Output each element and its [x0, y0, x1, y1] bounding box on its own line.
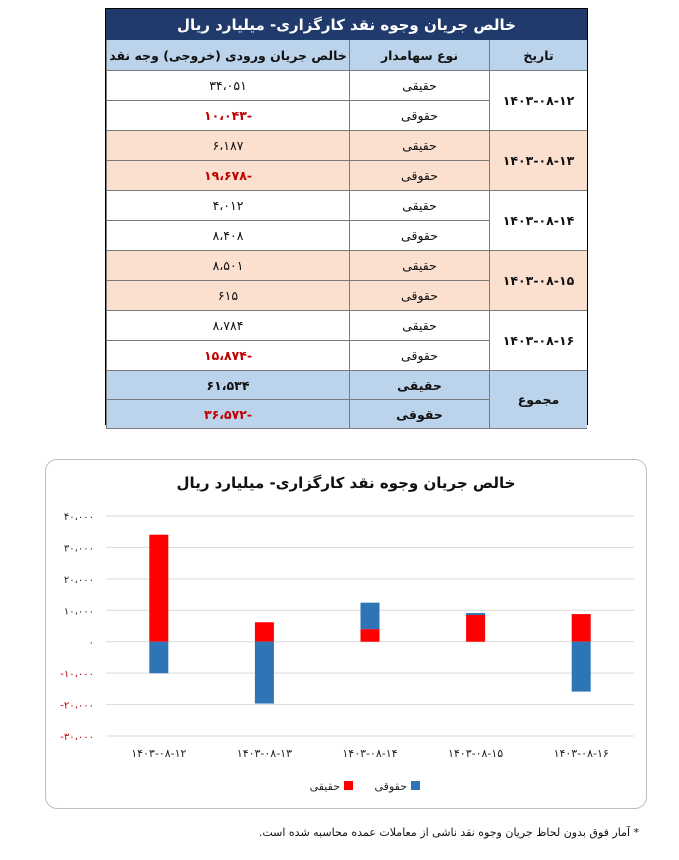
- bar-haghighi: [466, 615, 485, 642]
- flow-value: ۴،۰۱۲: [106, 191, 349, 221]
- total-value: -۳۶،۵۷۲: [106, 400, 349, 429]
- bar-chart: [46, 460, 646, 808]
- cash-flow-table: [105, 8, 588, 425]
- x-tick-label: ۱۴۰۳-۰۸-۱۵: [447, 747, 504, 760]
- bar-haghighi: [361, 629, 380, 642]
- flow-value: ۶۱۵: [106, 281, 349, 311]
- flow-value: ۸،۷۸۴: [106, 311, 349, 341]
- date-cell: ۱۴۰۳-۰۸-۱۲: [489, 71, 587, 131]
- y-tick-label: -۳۰،۰۰۰: [60, 732, 94, 743]
- table-title: خالص جریان وجوه نقد کارگزاری- میلیارد ریال: [106, 9, 587, 40]
- bar-hoghooghi: [572, 642, 591, 692]
- type-cell: حقیقی: [349, 191, 489, 221]
- bar-haghighi: [255, 622, 274, 641]
- date-cell: ۱۴۰۳-۰۸-۱۴: [489, 191, 587, 251]
- total-value: ۶۱،۵۳۴: [106, 371, 349, 400]
- date-cell: ۱۴۰۳-۰۸-۱۶: [489, 311, 587, 371]
- total-label: مجموع: [489, 371, 587, 429]
- type-cell: حقوقی: [349, 221, 489, 251]
- bar-hoghooghi: [361, 603, 380, 629]
- x-tick-label: ۱۴۰۳-۰۸-۱۴: [342, 747, 398, 760]
- legend-label: حقیقی: [309, 780, 340, 793]
- header-flow: خالص جریان ورودی (خروجی) وجه نقد: [106, 40, 349, 71]
- type-cell: حقوقی: [349, 281, 489, 311]
- legend-label: حقوقی: [374, 780, 407, 793]
- type-cell: حقوقی: [349, 161, 489, 191]
- y-tick-label: ۰: [88, 637, 94, 649]
- y-tick-label: ۴۰،۰۰۰: [63, 512, 94, 523]
- bar-haghighi: [572, 614, 591, 642]
- flow-value: -۱۵،۸۷۴: [106, 341, 349, 371]
- y-tick-label: -۱۰،۰۰۰: [60, 669, 94, 681]
- chart-title: خالص جریان وجوه نقد کارگزاری- میلیارد ریال: [176, 474, 516, 492]
- flow-value: -۱۰،۰۴۳: [106, 101, 349, 131]
- header-type: نوع سهامدار: [349, 40, 489, 71]
- type-cell: حقوقی: [349, 341, 489, 371]
- total-type: حقیقی: [349, 371, 489, 400]
- flow-value: -۱۹،۶۷۸: [106, 161, 349, 191]
- y-tick-label: ۱۰،۰۰۰: [63, 606, 94, 618]
- chart-container: [45, 459, 647, 809]
- flow-value: ۶،۱۸۷: [106, 131, 349, 161]
- flow-value: ۸،۵۰۱: [106, 251, 349, 281]
- x-tick-label: ۱۴۰۳-۰۸-۱۳: [236, 747, 293, 760]
- type-cell: حقیقی: [349, 71, 489, 101]
- date-cell: ۱۴۰۳-۰۸-۱۵: [489, 251, 587, 311]
- type-cell: حقیقی: [349, 311, 489, 341]
- legend-swatch: [411, 781, 420, 790]
- type-cell: حقوقی: [349, 101, 489, 131]
- x-tick-label: ۱۴۰۳-۰۸-۱۲: [131, 747, 187, 760]
- bar-hoghooghi: [149, 642, 168, 674]
- total-type: حقوقی: [349, 400, 489, 429]
- flow-value: ۳۴،۰۵۱: [106, 71, 349, 101]
- y-tick-label: ۲۰،۰۰۰: [63, 574, 94, 586]
- bar-hoghooghi: [255, 642, 274, 704]
- type-cell: حقیقی: [349, 251, 489, 281]
- bar-haghighi: [149, 535, 168, 642]
- type-cell: حقیقی: [349, 131, 489, 161]
- y-tick-label: ۳۰،۰۰۰: [63, 543, 94, 555]
- footnote: * آمار فوق بدون لحاظ جریان وجوه نقد ناشی از معاملات عمده محاسبه شده است.: [258, 826, 639, 839]
- y-tick-label: -۲۰،۰۰۰: [60, 700, 94, 712]
- bar-hoghooghi: [466, 613, 485, 615]
- date-cell: ۱۴۰۳-۰۸-۱۳: [489, 131, 587, 191]
- flow-value: ۸،۴۰۸: [106, 221, 349, 251]
- legend-swatch: [344, 781, 353, 790]
- x-tick-label: ۱۴۰۳-۰۸-۱۶: [553, 747, 609, 760]
- header-date: تاریخ: [489, 40, 587, 71]
